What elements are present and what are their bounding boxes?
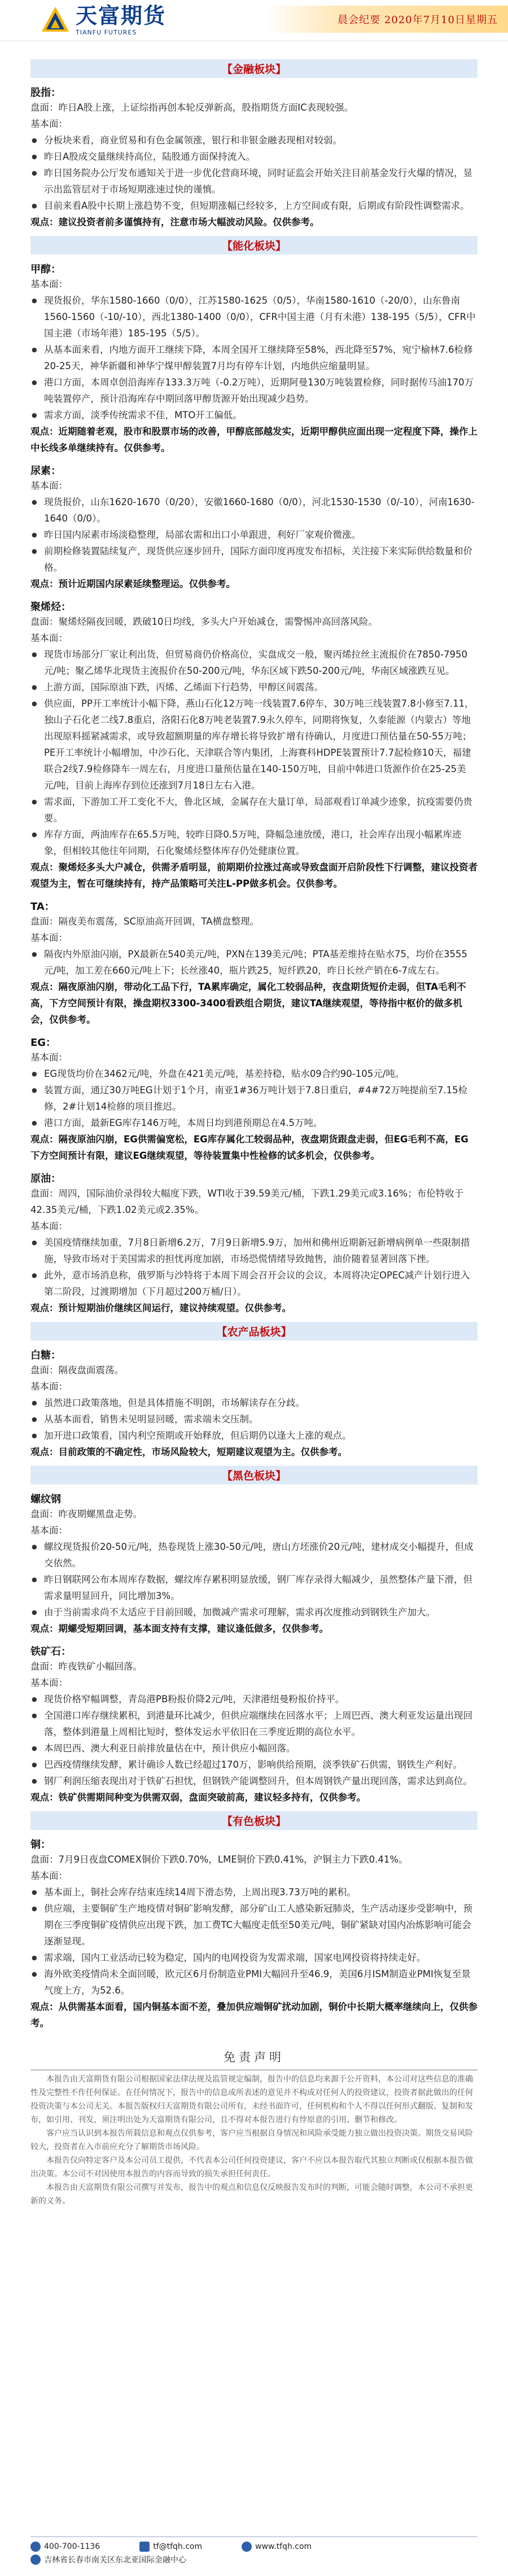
report-date-title: 晨会纪要 2020年7月10日星期五 xyxy=(338,14,498,26)
fundamentals-item: ● 现货报价，山东1620-1670（0/20），安徽1660-1680（0/0），河北1530-1530（0/-10），河南1630-1640（0/0）。 xyxy=(30,494,478,527)
header xyxy=(0,0,508,41)
commodity-block xyxy=(30,1171,478,1316)
fundamentals-list xyxy=(30,292,478,423)
fundamentals-list xyxy=(30,1066,478,1131)
footer-email xyxy=(139,2542,202,2552)
footer-website xyxy=(242,2542,312,2552)
email-icon xyxy=(139,2542,150,2552)
view-conclusion: 观点：预计短期油价继续区间运行，建议持续观望。仅供参考。 xyxy=(30,1303,291,1313)
address-text: 吉林省长春市南关区东北亚国际金融中心 xyxy=(44,2556,186,2565)
fundamentals-list xyxy=(30,1395,478,1444)
fundamentals-subhead: 基本面： xyxy=(30,480,68,491)
market-summary: 盘面：昨夜期螺黑盘走势。 xyxy=(30,1509,142,1519)
logo-mark-icon xyxy=(41,6,70,35)
fundamentals-item: ● 前期检修装置陆续复产，现货供应逐步回升，国际方面印度再度发布招标，关注接下来实际供给数量和价格。 xyxy=(30,543,478,576)
fundamentals-subhead: 基本面： xyxy=(30,633,68,643)
commodity-name: 铜： xyxy=(30,1839,51,1851)
fundamentals-subhead: 基本面： xyxy=(30,1525,68,1536)
fundamentals-item: ● 需求端，国内工业活动已较为稳定，国内的电网投资为发需求端，国家电网投资将持续走好。 xyxy=(30,1949,478,1966)
section-header: 【黑色板块】 xyxy=(30,1466,478,1484)
section-header: 【有色板块】 xyxy=(30,1811,478,1830)
fundamentals-subhead: 基本面： xyxy=(30,1381,68,1392)
fundamentals-subhead: 基本面： xyxy=(30,119,68,129)
fundamentals-list xyxy=(30,646,478,859)
fundamentals-item: ● 虽然进口政策落地，但是具体措施不明朗，市场解读存在分歧。 xyxy=(30,1395,478,1411)
commodity-block xyxy=(30,261,478,456)
fundamentals-item: ● 钢厂利润压缩表现出对于铁矿石担忧，但钢铁产能调整回升，但本周钢铁产量出现回落，需求达到高位。 xyxy=(30,1773,478,1789)
view-conclusion: 观点：预计近期国内尿素延续整理运。仅供参考。 xyxy=(30,579,235,589)
commodity-name: 白糖： xyxy=(30,1350,61,1361)
fundamentals-subhead: 基本面： xyxy=(30,1677,68,1688)
commodity-block xyxy=(30,1644,478,1806)
fundamentals-list xyxy=(30,1691,478,1789)
footer-address xyxy=(30,2554,508,2565)
market-summary: 盘面：隔夜美布震荡，SC原油高开回调，TA横盘整理。 xyxy=(30,916,260,927)
footer-phone xyxy=(30,2542,100,2552)
fundamentals-item: ● 昨日钢联网公布本周库存数据，螺纹库存累积明显放缓，钢厂库存录得大幅减少，虽然整体产量下滑，但需求量明显回升，同比增加3%。 xyxy=(30,1571,478,1604)
commodity-name: 铁矿石： xyxy=(30,1646,71,1658)
commodity-name: 原油： xyxy=(30,1173,61,1185)
market-summary: 盘面：隔夜盘面震荡。 xyxy=(30,1365,124,1375)
fundamentals-item: ● 现货市场部分厂家让利出货，但贸易商仍价格高位，实盘成交一般，聚丙烯拉丝主流报价在7850-7950元/吨；聚乙烯华北现货主流报价在50-200元/吨，华东区域下跌50-200元/吨，华南区域涨跌互见。 xyxy=(30,646,478,679)
view-conclusion: 观点：铁矿供需期间种变为供需双弱，盘面突破前高，建议轻多持有，仅供参考。 xyxy=(30,1792,366,1803)
fundamentals-list xyxy=(30,1884,478,1999)
footer xyxy=(0,2536,508,2576)
commodity-name: 螺纹钢 xyxy=(30,1493,61,1505)
fundamentals-item: ● 现货报价，华东1580-1660（0/0），江苏1580-1625（0/5），华南1580-1610（-20/0），山东鲁南1560-1560（-10/-10），西北1380-1400（0/0），CFR中国主港（月有未港）138-195（5/5），CFR中国主港（市场年港）185-195（5/5）。 xyxy=(30,292,478,341)
view-conclusion: 观点：隔夜原油闪崩，带动化工品下行，TA累库确定，属化工较弱品种，夜盘期货短价走弱，但TA毛利不高，下方空间预计有限，操盘期权3300-3400看跌组合期货，建议TA继续观望，等待指中枢价的做多机会，仅供参考。 xyxy=(30,982,466,1025)
fundamentals-item: ● 此外，意市场消息称，俄罗斯与沙特将于本周下周会召开会议的会议，本周将决定OPEC减产计划行进入第二阶段，过渡期增加（下月超过200万桶/日）。 xyxy=(30,1267,478,1300)
fundamentals-item: ● 需求方面，淡季传统需求不佳，MTO开工偏低。 xyxy=(30,407,478,423)
fundamentals-item: ● 港口方面，本周卓创沿海库存133.3万吨（-0.2万吨），近期阿曼130万吨装置检修，同时据传马油170万吨装置停产，预计沿海库存中期回落甲醇货源开始出现减少趋势。 xyxy=(30,374,478,407)
commodity-block xyxy=(30,599,478,892)
logo-english-name: TIANFU FUTURES xyxy=(76,29,137,36)
commodity-block xyxy=(30,463,478,592)
fundamentals-list xyxy=(30,494,478,576)
fundamentals-item: ● 全国港口库存继续累积，到港量环比减少，但供应端继续在回落水平；上周巴西、澳大利亚发运量出现回落，整体到港量上周相比短时，整体发运水平依旧在三季度近期的高位水平。 xyxy=(30,1707,478,1740)
commodity-name: 甲醇： xyxy=(30,264,61,275)
disclaimer xyxy=(30,2048,478,2208)
fundamentals-item: ● 目前来看A股中长期上涨趋势不变，但短期涨幅已经较多，上方空间或有限，后期或有阶段性调整需求。 xyxy=(30,198,478,214)
disclaimer-paragraph: 本报告由天富期货有限公司撰写并发布，报告中的观点和信息仅反映报告发布时的判断，可能会随时调整，本公司不承担更新的义务。 xyxy=(30,2183,473,2206)
fundamentals-item: ● 库存方面，两油库存在65.5万吨，较昨日降0.5万吨，降幅急速放缓，港口，社会库存出现小幅累库迹象，但相较其他往年同期，石化聚烯烃整体库存仍处健康位置。 xyxy=(30,826,478,859)
fundamentals-item: ● 需求面，下游加工开工变化不大，鲁北区域，金属存在大量订单，局部观看订单减少迹象，抗疫需要仍贵要。 xyxy=(30,794,478,826)
fundamentals-item: ● 上游方面，国际原油下跌，丙烯、乙烯面下行趋势，甲醇区间震荡。 xyxy=(30,679,478,695)
fundamentals-item: ● 昨日国务院办公厅发布通知关于进一步优化营商环境，同时证监会开始关注目前基金发行火爆的情况，显示出监管层对于市场短期涨速过快的谨慎。 xyxy=(30,165,478,198)
market-summary: 盘面：周四，国际油价录得较大幅度下跌，WTI收于39.59美元/桶，下跌1.29美元或3.16%；布伦特收于42.35美元/桶，下跌1.02美元或2.35%。 xyxy=(30,1188,464,1215)
location-pin-icon xyxy=(30,2555,41,2565)
fundamentals-item: ● 港口方面，最新EG库存146万吨，本周日均到港预期总在4.5万吨。 xyxy=(30,1115,478,1131)
view-conclusion: 观点：近期随着老观，股市和股票市场的改善，甲醇底部越发实，近期甲醇供应面出现一定程度下降，操作上中长线多单继续持有。仅供参考。 xyxy=(30,426,478,453)
fundamentals-item: ● 供应端，主要铜矿生产地疫情对铜矿影响发酵，部分矿山工人感染新冠肺炎，生产活动逐步受影响中，预期在三季度铜矿疫情供应出现下跌，加工费TC大幅度走低至50美元/吨，铜矿紧缺对国内冶炼影响可能会逐渐显现。 xyxy=(30,1900,478,1949)
fundamentals-item: ● 海外欧美疫情尚未全面回暖，欧元区6月份制造业PMI大幅回升至46.9，美国6月ISM制造业PMI恢复至景气度上方，为52.6。 xyxy=(30,1966,478,1999)
fundamentals-subhead: 基本面： xyxy=(30,932,68,943)
fundamentals-list xyxy=(30,1234,478,1300)
fundamentals-subhead: 基本面： xyxy=(30,1052,68,1063)
fundamentals-item: ● 供应面，PP开工率统计小幅下降，燕山石化12万吨一线装置7.6停车，30万吨三线装置7.8小修至7.11，独山子石化老二线7.8重启，洛阳石化8万吨老装置7.9永久停车，同期将恢复，久泰能源（内蒙古）等地出现原料摇紧减需求，或导致超额期量的库存增长将导致扩增有待确认，月度进口预估量在50-55万吨；PE开工率统计小幅增加，中沙石化、天津联合等内集团，上海赛科HDPE装置预计7.7起检修10天，福建联合2线7.9检修降车一周左右，月度进口量预估量在140-150万吨，目前中韩进口货源作价在25-25美元/吨，目前上海库存到位还涨到7月18日左右入港。 xyxy=(30,695,478,794)
commodity-block xyxy=(30,1035,478,1164)
commodity-block xyxy=(30,1491,478,1637)
fundamentals-list xyxy=(30,946,478,979)
view-conclusion: 观点：聚烯烃多头大户减仓，供需矛盾明显，前期期价拉涨过高或导致盘面开启阶段性下行调整，建议投资者观望为主，暂在可继续持有，持产品策略可关注L-PP做多机会。仅供参考。 xyxy=(30,862,478,889)
fundamentals-list xyxy=(30,132,478,214)
commodity-name: 股指： xyxy=(30,87,61,99)
disclaimer-paragraph: 本报告由天富期货有限公司根据国家法律法规及监管规定编制，报告中的信息均来源于公开资料，本公司对这些信息的准确性及完整性不作任何保证。在任何情况下，报告中的信息或所表述的意见并不构成对任何人的投资建议，投资者据此做出的任何投资决策与本公司无关。本报告版权归天富期货有限公司所有，未经书面许可，任何机构和个人不得以任何形式翻版、复制和发布，如引用、刊发，须注明出处为天富期货有限公司，且不得对本报告进行有悖原意的引用、删节和修改。 xyxy=(30,2075,473,2124)
header-banner xyxy=(265,6,508,33)
report-body xyxy=(0,41,508,2208)
logo-chinese-name: 天富期货 xyxy=(76,3,167,28)
market-summary: 盘面：昨日A股上涨，上证综指再创本轮反弹新高，股指期货方面IC表现较强。 xyxy=(30,102,354,113)
website-url: www.tfqh.com xyxy=(255,2542,312,2551)
market-summary: 盘面：7月9日夜盘COMEX铜价下跌0.70%，LME铜价下跌0.41%，沪铜主力下跌0.41%。 xyxy=(30,1854,408,1865)
fundamentals-item: ● 由于当前需求尚不太适应于目前回暖，加微减产需求可理解，需求再次度推动到钢铁生产加大。 xyxy=(30,1604,478,1620)
fundamentals-item: ● 本周巴西、澳大利亚日前排放量估在中，预计供应小幅回落。 xyxy=(30,1740,478,1756)
view-conclusion: 观点：从供需基本面看，国内铜基本面不差，叠加供应端铜矿扰动加剧，铜价中长期大概率继续向上，仅供参考。 xyxy=(30,2001,478,2029)
view-conclusion: 观点：隔夜原油闪崩，EG供需偏宽松，EG库存属化工较弱品种，夜盘期货跟盘走弱，但EG毛利不高，EG下方空间预计有限，建议EG继续观望，等待装置集中性检修的试多机会，仅供参考。 xyxy=(30,1134,468,1161)
section-header: 【农产品板块】 xyxy=(30,1322,478,1340)
fundamentals-item: ● 隔夜内外原油闪崩，PX最新在540美元/吨，PXN在139美元/吨；PTA基差维持在贴水75，均价在3555元/吨，加工差在660元/吨上下；长丝涨40，瓶片跌25，短纤跌20，昨日长丝产销在6-7成左右。 xyxy=(30,946,478,979)
fundamentals-list xyxy=(30,1539,478,1620)
fundamentals-item: ● EG现货均价在3462元/吨，外盘在421美元/吨，基差持稳，贴水09合约90-105元/吨。 xyxy=(30,1066,478,1082)
fundamentals-subhead: 基本面： xyxy=(30,279,68,290)
section-header: 【能化板块】 xyxy=(30,236,478,255)
phone-icon xyxy=(30,2542,41,2552)
fundamentals-item: ● 巴西疫情继续发酵，累计确诊人数已经超过170万，影响供给预期，淡季铁矿石供需，钢铁生产利好。 xyxy=(30,1756,478,1773)
disclaimer-paragraph: 客户应当认识到本报告所载信息和观点仅供参考，客户应当根据自身情况和风险承受能力独立做出投资决策。期货交易风险较大，投资者在入市前应充分了解期货市场风险。 xyxy=(30,2129,473,2152)
disclaimer-paragraph: 本报告仅向特定客户及本公司员工提供，不代表本公司任何投资建议，客户不应以本报告取代其独立判断或仅根据本报告做出决策。本公司不对因使用本报告的内容而导致的损失承担任何责任。 xyxy=(30,2156,473,2179)
commodity-name: 聚烯烃： xyxy=(30,601,71,613)
fundamentals-item: ● 现货价格窄幅调整，青岛港PB粉报价降2元/吨，天津港纽曼粉报价持平。 xyxy=(30,1691,478,1707)
fundamentals-item: ● 昨日国内尿素市场淡稳整理，局部农需和出口小单跟进，利好厂家观价微涨。 xyxy=(30,527,478,543)
footer-divider xyxy=(30,2536,478,2537)
fundamentals-item: ● 装置方面，通辽30万吨EG计划于1个月，南亚1#36万吨计划于7.8日重启，#4#72万吨提前至7.15检修，2#计划14检修的项目推迟。 xyxy=(30,1082,478,1115)
globe-icon xyxy=(242,2542,252,2552)
commodity-name: EG： xyxy=(30,1037,56,1049)
view-conclusion: 观点：期螺受短期回调，基本面支持有支撑，建议逢低做多，仅供参考。 xyxy=(30,1623,329,1634)
commodity-block xyxy=(30,85,478,230)
fundamentals-item: ● 分板块来看，商业贸易和有色金属领涨，银行和非银金融表现相对较弱。 xyxy=(30,132,478,148)
section-header: 【金融板块】 xyxy=(30,59,478,78)
disclaimer-title: 免责声明 xyxy=(224,2051,284,2064)
fundamentals-item: ● 加开进口政策看，国内利空预期或开始释放，但后期仍以逢大上涨的观点。 xyxy=(30,1427,478,1444)
commodity-block xyxy=(30,899,478,1028)
company-logo xyxy=(41,5,166,36)
market-summary: 盘面：昨夜铁矿小幅回落。 xyxy=(30,1661,142,1672)
fundamentals-item: ● 美国疫情继续加重，7月8日新增6.2万，7月9日新增5.9万，加州和佛州近期新冠新增病例单一些限制措施，导致市场对于美国需求的担忧再度加剧，市场恐慌情绪导致抛售，油价随着显著回落下挫。 xyxy=(30,1234,478,1267)
fundamentals-item: ● 从基本面来看，内地方面开工继续下降，本周全国开工继续降至58%，西北降至57%，宛宁榆林7.6检修20-25天，神华新疆和神华宁煤甲醇装置7月均有停车计划，内地供应缩量明显。 xyxy=(30,341,478,374)
commodity-name: 尿素： xyxy=(30,465,61,477)
fundamentals-item: ● 螺纹现货报价20-50元/吨，热卷现货上涨30-50元/吨，唐山方坯涨价20元/吨，建材成交小幅提升，但成交依然。 xyxy=(30,1539,478,1571)
fundamentals-item: ● 基本面上，铜社会库存结束连续14周下滑态势，上周出现3.73万吨的累积。 xyxy=(30,1884,478,1900)
view-conclusion: 观点：目前政策的不确定性，市场风险较大，短期建议观望为主。仅供参考。 xyxy=(30,1447,347,1457)
commodity-block xyxy=(30,1347,478,1460)
email-address: tf@tfqh.com xyxy=(153,2542,203,2551)
fundamentals-subhead: 基本面： xyxy=(30,1221,68,1232)
fundamentals-subhead: 基本面： xyxy=(30,1870,68,1881)
commodity-block xyxy=(30,1837,478,2031)
fundamentals-item: ● 昨日A股成交量继续持高位，陆股通方面保持流入。 xyxy=(30,148,478,165)
commodity-name: TA： xyxy=(30,901,55,913)
view-conclusion: 观点：建议投资者前多谨慎持有，注意市场大幅波动风险。仅供参考。 xyxy=(30,217,319,227)
phone-number: 400-700-1136 xyxy=(44,2542,100,2551)
fundamentals-item: ● 从基本面看，销售未见明显回暖，需求端未交压制。 xyxy=(30,1411,478,1427)
market-summary: 盘面：聚烯烃隔夜回暖，跌破10日均线，多头大户开始减仓，需警惕冲高回落风险。 xyxy=(30,616,378,627)
